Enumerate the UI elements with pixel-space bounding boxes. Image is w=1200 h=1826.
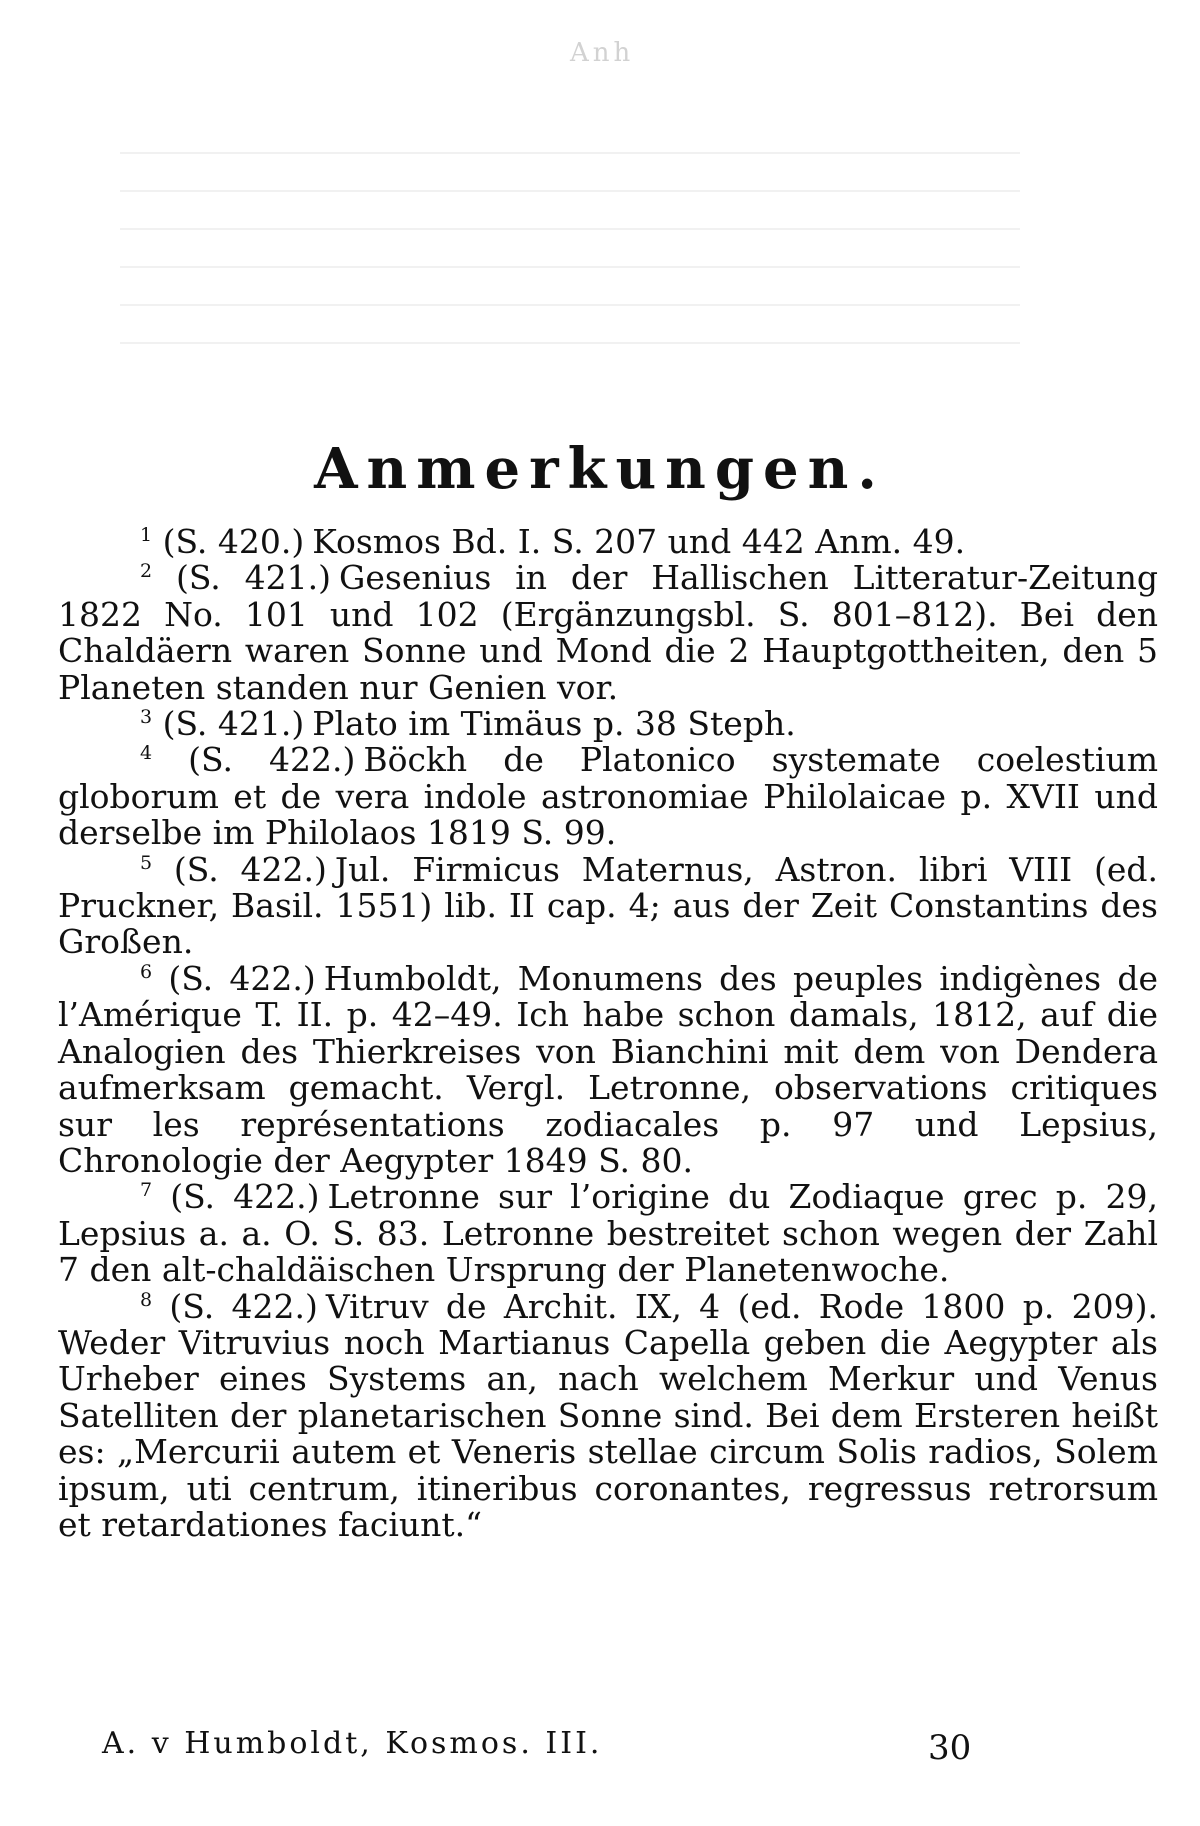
note-number: 5 — [140, 851, 153, 874]
note-text: Plato im Timäus p. 38 Steph. — [312, 704, 796, 744]
note-page-ref: (S. 422.) — [169, 1286, 318, 1326]
note-text: Gesenius in der Hallischen Litteratur-Zeitung 1822 No. 101 und 102 (Ergänzungsbl. S. 801–812). Bei den Chaldäern waren Sonne und Mond die 2 Hauptgottheiten, den 5 Planeten standen nur Genien vor. — [58, 558, 1158, 707]
note-page-ref: (S. 421.) — [175, 558, 332, 598]
note-number: 2 — [140, 560, 153, 583]
note-5 — [58, 849, 1158, 962]
note-text: Humboldt, Monumens des peuples indigènes de l’Amérique T. II. p. 42–49. Ich habe schon damals, 1812, auf die Analogien des Thierkreises von Bianchini mit dem von Dendera aufmerksam gemacht. Vergl. Letronne, observations critiques sur les représentations zodiacales p. 97 und Lepsius, Chronologie der Aegypter 1849 S. 80. — [58, 958, 1158, 1180]
note-2 — [58, 560, 1158, 706]
note-text: Kosmos Bd. I. S. 207 und 442 Anm. 49. — [312, 522, 966, 561]
note-text: Vitruv de Archit. IX, 4 (ed. Rode 1800 p. 209). Weder Vitruvius noch Martianus Capella geben die Aegypter als Urheber eines Systems an, nach welchem Merkur und Venus Satelliten der planetarischen Sonne sind. Bei dem Ersteren heißt es: „Mercurii autem et Veneris stellae circum Solis radios, Solem ipsum, uti centrum, itineribus coronantes, regressus retrorsum et retardationes faciunt.“ — [58, 1286, 1158, 1544]
bleed-through-line — [120, 266, 1020, 268]
note-8 — [58, 1286, 1158, 1544]
note-page-ref: (S. 422.) — [168, 958, 316, 998]
bleed-through-line — [120, 304, 1020, 306]
bleed-through-header: Anh — [570, 38, 635, 68]
note-text: Letronne sur l’origine du Zodiaque grec p. 29, Lepsius a. a. O. S. 83. Letronne bestreitet schon wegen der Zahl 7 den alt-chaldäischen Ursprung der Planetenwoche. — [58, 1177, 1158, 1290]
bleed-through-line — [120, 190, 1020, 192]
note-page-ref: (S. 422.) — [170, 1177, 320, 1217]
note-7 — [58, 1179, 1158, 1288]
note-text: Jul. Firmicus Maternus, Astron. libri VIII (ed. Pruckner, Basil. 1551) lib. II cap. 4; aus der Zeit Constantins des Großen. — [58, 849, 1158, 962]
note-page-ref: (S. 420.) — [162, 522, 305, 561]
note-number: 8 — [140, 1288, 153, 1311]
note-text: Böckh de Platonico systemate coelestium globorum et de vera indole astronomiae Philolaicae p. XVII und derselbe im Philolaos 1819 S. 99. — [58, 740, 1158, 853]
note-number: 3 — [140, 706, 153, 729]
note-number: 1 — [140, 524, 153, 546]
bleed-through-line — [120, 228, 1020, 230]
note-number: 6 — [140, 960, 153, 983]
note-6 — [58, 958, 1158, 1180]
note-page-ref: (S. 422.) — [173, 849, 327, 889]
bleed-through-line — [120, 152, 1020, 154]
note-page-ref: (S. 421.) — [162, 704, 305, 744]
note-number: 7 — [140, 1179, 153, 1202]
bleed-through-line — [120, 342, 1020, 344]
note-3 — [58, 706, 1158, 742]
signature-line: A. v Humboldt, Kosmos. III. — [102, 1726, 603, 1761]
note-4 — [58, 742, 1158, 851]
page-number: 30 — [928, 1728, 972, 1768]
note-number: 4 — [140, 742, 153, 765]
note-1 — [58, 524, 1158, 560]
page-heading: Anmerkungen. — [314, 435, 886, 502]
notes-list — [58, 524, 1158, 1543]
note-page-ref: (S. 422.) — [188, 740, 356, 780]
